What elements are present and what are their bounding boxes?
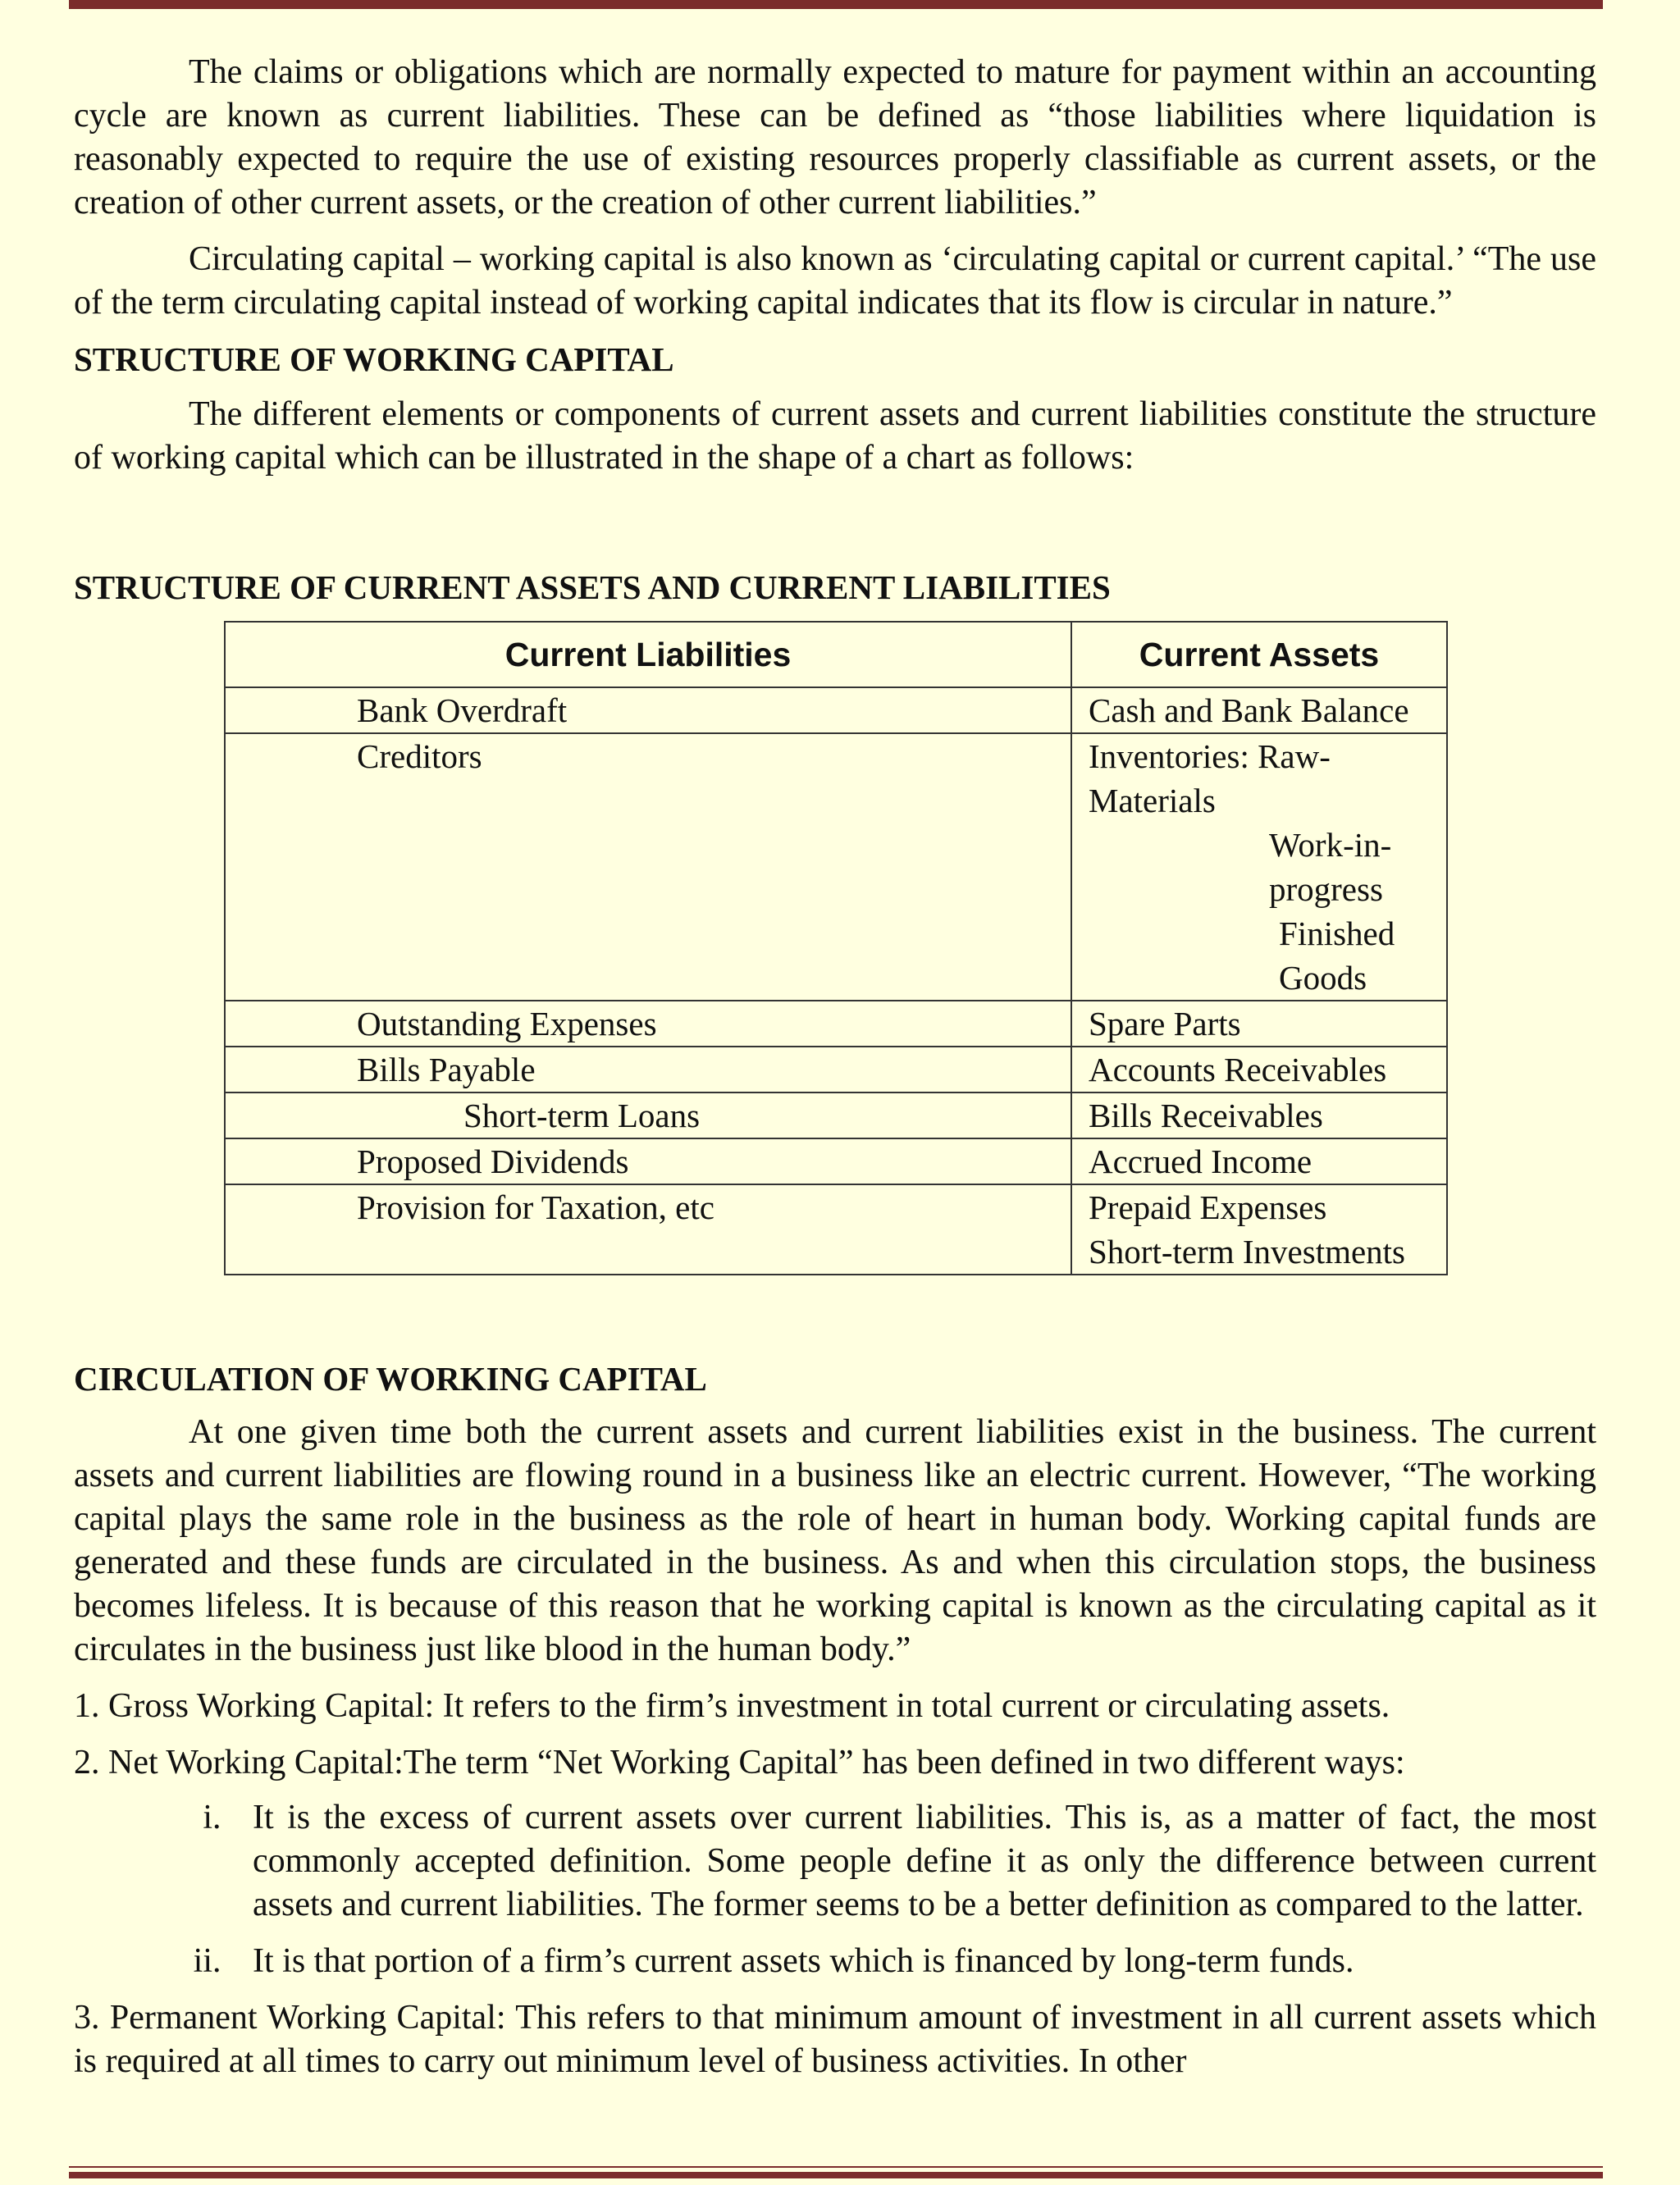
table-row	[225, 687, 1447, 733]
asset-subline: Work-in-progress	[1269, 826, 1392, 908]
heading-structure-ca-cl: STRUCTURE OF CURRENT ASSETS AND CURRENT LIABILITIES	[74, 568, 1111, 606]
table-row	[225, 733, 1447, 1001]
asset-subline: Finished Goods	[1279, 915, 1395, 997]
asset-subline: Short-term Investments	[1089, 1233, 1406, 1270]
heading-structure-working-capital: STRUCTURE OF WORKING CAPITAL	[74, 340, 674, 378]
table-header-row	[225, 622, 1447, 687]
bottom-rule-thin	[69, 2166, 1603, 2168]
asset-cell: Cash and Bank Balance	[1071, 687, 1447, 733]
asset-line: Prepaid Expenses	[1089, 1188, 1327, 1226]
liability-cell: Short-term Loans	[225, 1092, 1071, 1138]
asset-cell: Accrued Income	[1071, 1138, 1447, 1184]
liability-cell: Creditors	[225, 733, 1071, 1001]
heading-circulation-working-capital: CIRCULATION OF WORKING CAPITAL	[74, 1360, 707, 1398]
paragraph-circulating-capital: Circulating capital – working capital is also known as ‘circulating capital or current capital.’ “The use of the term circulating capital instead of working capital indicates that its flow is circular in nature.”	[74, 240, 1596, 322]
asset-cell: Spare Parts	[1071, 1001, 1447, 1047]
page-content	[74, 51, 1596, 2083]
liability-cell: Outstanding Expenses	[225, 1001, 1071, 1047]
header-current-liabilities: Current Liabilities	[225, 622, 1071, 687]
top-rule	[69, 0, 1603, 9]
table-row	[225, 1092, 1447, 1138]
list-item: ii. It is that portion of a firm’s current assets which is financed by long-term funds.	[230, 1940, 1596, 1983]
liability-cell: Bank Overdraft	[225, 687, 1071, 733]
structure-table	[224, 621, 1448, 1275]
liability-cell: Provision for Taxation, etc	[225, 1184, 1071, 1275]
liability-cell: Bills Payable	[225, 1047, 1071, 1092]
definition-permanent-working-capital: 3. Permanent Working Capital: This refers to that minimum amount of investment in all current assets which is required at all times to carry out minimum level of business activities. In other	[74, 1999, 1596, 2080]
asset-cell	[1071, 1184, 1447, 1275]
paragraph-current-liabilities: The claims or obligations which are normally expected to mature for payment within an accounting cycle are known as current liabilities. These can be defined as “those liabilities where liquidation is reasonably expected to require the use of existing resources properly classifiable as current assets, or the creation of other current assets, or the creation of other current liabilities.”	[74, 53, 1596, 221]
net-working-capital-list	[74, 1796, 1596, 1983]
paragraph-circulation: At one given time both the current assets and current liabilities exist in the business. The current assets and current liabilities are flowing round in a business like an electric current. However, “The working capital plays the same role in the business as the role of heart in human body. Working capital funds are generated and these funds are circulated in the business. As and when this circulation stops, the business becomes lifeless. It is because of this reason that he working capital is known as the circulating capital as it circulates in the business just like blood in the human body.”	[74, 1413, 1596, 1668]
paragraph-structure-intro: The different elements or components of current assets and current liabilities constitute the structure of working capital which can be illustrated in the shape of a chart as follows:	[74, 395, 1596, 477]
table-row	[225, 1001, 1447, 1047]
bottom-rule-thick	[69, 2172, 1603, 2178]
asset-cell: Accounts Receivables	[1071, 1047, 1447, 1092]
asset-cell	[1071, 733, 1447, 1001]
header-current-assets: Current Assets	[1071, 622, 1447, 687]
table-row	[225, 1138, 1447, 1184]
asset-cell: Bills Receivables	[1071, 1092, 1447, 1138]
table-row	[225, 1047, 1447, 1092]
definition-net-working-capital: 2. Net Working Capital:The term “Net Working Capital” has been defined in two different ways:	[74, 1744, 1405, 1781]
liability-cell: Proposed Dividends	[225, 1138, 1071, 1184]
definition-gross-working-capital: 1. Gross Working Capital: It refers to the firm’s investment in total current or circulating assets.	[74, 1687, 1390, 1725]
asset-line: Inventories: Raw-Materials	[1089, 737, 1331, 819]
list-item: i. It is the excess of current assets over current liabilities. This is, as a matter of fact, the most commonly accepted definition. Some people define it as only the difference between current assets and current liabilities. The former seems to be a better definition as compared to the latter.	[230, 1796, 1596, 1927]
table-row	[225, 1184, 1447, 1275]
